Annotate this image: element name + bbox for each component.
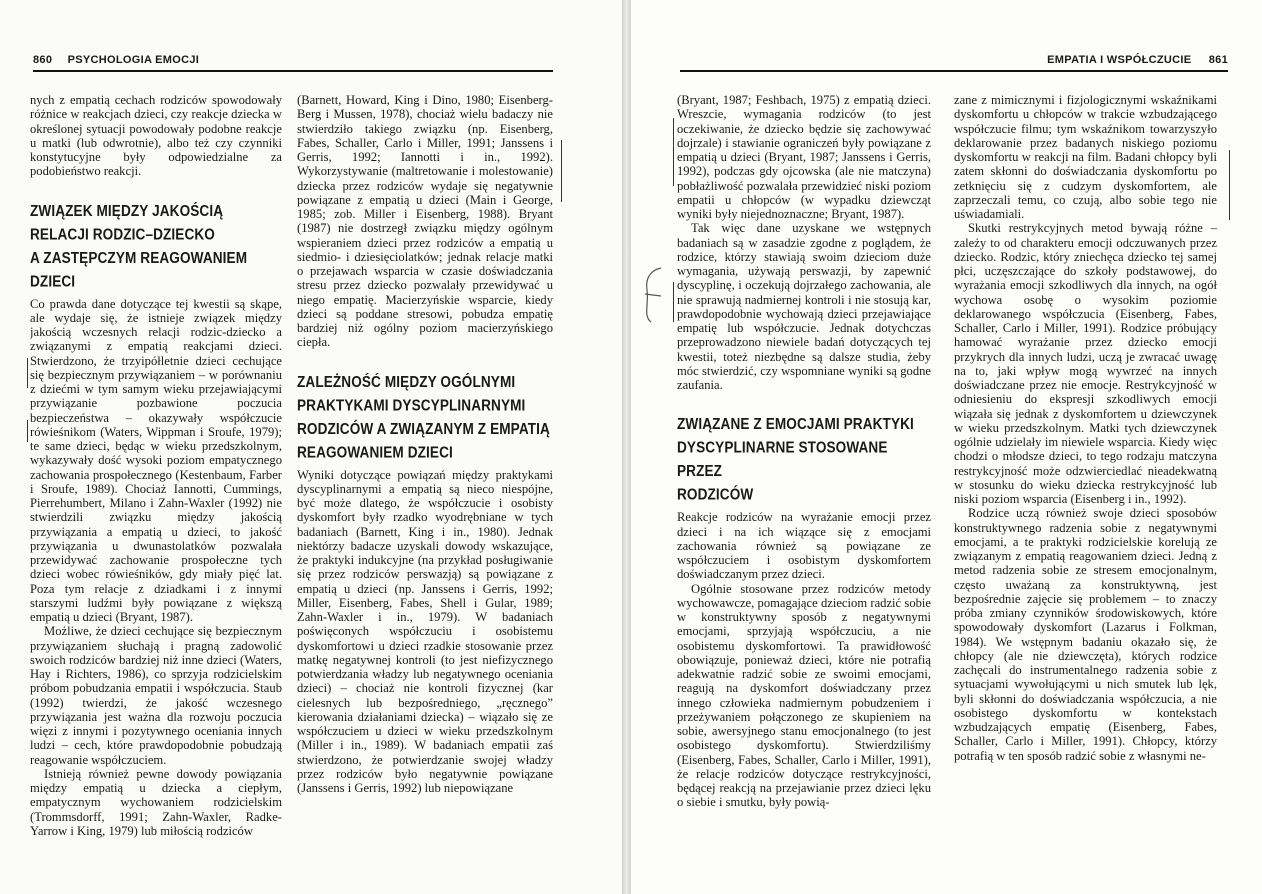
left-header-rule [33, 70, 553, 72]
heading-line: RODZICÓW [677, 486, 754, 503]
right-header-rule [680, 70, 1228, 72]
right-running-head: EMPATIA I WSPÓŁCZUCIE [1047, 54, 1192, 66]
paragraph: Wyniki dotyczące powiązań między praktykami dyscyplinarnymi a empatią są nieco niespójne, być może dlatego, że współczucie i osobisty dyskomfort były rzadko wyodrębniane w tych badaniach (Barnett, King i in., 1980). Jednak niektórzy badacze uzyskali dowody wskazujące, że praktyki indukcyjne (na przykład posługiwanie się przez rodziców perswazją) są powiązane z empatią u dzieci (np. Janssens i Gerris, 1992; Miller, Eisenberg, Fabes, Shell i Gular, 1989; Zahn-Waxler i in., 1979). W badaniach poświęconych współczuciu i osobistemu dyskomfortowi u dzieci rzadkie stosowanie przez matkę negatywnej kontroli (to jest niefizycznego potwierdzania władzy lub negatywnego oceniania dzieci) – chociaż nie kontroli fizycznej (kar cielesnych lub bezpośredniego, „ręcznego” kierowania działaniami dziecka) – wiązało się ze współczuciem u dzieci w wieku przedszkolnym (Miller i in., 1989). W badaniach empatii zaś stwierdzono, że potwierdzanie swojej władzy przez rodziców było negatywnie powiązane (Janssens i Gerris, 1992) lub niepowiązane [297, 467, 553, 795]
paragraph: Co prawda dane dotyczące tej kwestii są skąpe, ale wydaje się, że istnieje związek między jakością wczesnych relacji rodzic-dziecko a związanymi z empatią reakcjami dzieci. Stwierdzono, że trzyipółletnie dzieci cechujące się bezpiecznym przywiązaniem – w porównaniu z dziećmi w tym samym wieku przejawiającymi przywiązanie pozbawione poczucia bezpieczeństwa – okazywały współczucie rówieśnikom (Waters, Wippman i Sroufe, 1979); te same dzieci, będąc w wieku przedszkolnym, wykazywały dość wysoki poziom empatycznego zachowania prospołecznego (Kestenbaum, Farber i Sroufe, 1989). Chociaż Iannotti, Cummings, Pierrehumbert, Milano i Zahn-Waxler (1992) nie stwierdzili związku między jakością przywiązania a empatią u dzieci, to jakość przywiązania u dwunastolatków pozwalała przewidywać zachowanie prospołeczne tych dzieci wobec rówieśników, gdy miały pięć lat. Poza tym relacje z dziadkami i z innymi starszymi ludźmi były powiązane z większą empatią u dzieci (Bryant, 1987). [30, 296, 282, 624]
heading-line: ZALEŻNOŚĆ MIĘDZY OGÓLNYMI [297, 372, 516, 390]
paragraph: Tak więc dane uzyskane we wstępnych badaniach są w zasadzie zgodne z poglądem, że rodzice, którzy stawiają swoim dzieciom duże wymagania, używają perswazji, by zapewnić dyscyplinę, i oczekują dojrzałego zachowania, ale nie sprawują nadmiernej kontroli i nie stosują kar, prawdopodobnie wychowają dzieci przejawiające empatię lub współczucie. Jednak dotychczas przeprowadzono niewiele badań dotyczących tej kwestii, toteż niezbędne są dalsze studia, żeby móc stwierdzić, czy wspomniane wyniki są godne zaufania. [677, 221, 931, 392]
margin-pencil-mark [561, 140, 562, 202]
heading-line: ZWIĄZANE Z EMOCJAMI PRAKTYKI [677, 415, 914, 433]
margin-pencil-mark [1229, 150, 1230, 220]
paragraph: Rodzice uczą również swoje dzieci sposobów konstruktywnego radzenia sobie z negatywnymi emocjami, a te praktyki rodzicielskie korelują ze związanym z empatią reagowaniem dzieci. Jedną z metod radzenia sobie ze stresem emocjonalnym, często uważaną za konstruktywną, jest bezpośrednie zajęcie się problemem – to znaczy próba zmiany czynników środowiskowych, które spowodowały dyskomfort (Lazarus i Folkman, 1984). We wstępnym badaniu okazało się, że chłopcy (ale nie dziewczęta), których rodzice zachęcali do instrumentalnego radzenia sobie z sytuacjami wywołującymi u nich smutek lub lęk, byli skłonni do doświadczania współczucia, a nie osobistego dyskomfortu w kontekstach wzbudzających empatię (Eisenberg, Fabes, Schaller, Carlo i Miller, 1991). Chłopcy, którzy potrafią w ten sposób radzić sobie z własnymi ne- [954, 506, 1217, 763]
right-page [631, 0, 1262, 894]
paragraph: (Barnett, Howard, King i Dino, 1980; Eisenberg-Berg i Mussen, 1978), chociaż wielu badaczy nie stwierdziło takiego związku (np. Eisenberg, Fabes, Schaller, Carlo i Miller, 1991; Janssens i Gerris, 1992; Iannotti i in., 1992). Wykorzystywanie (maltretowanie i molestowanie) dziecka przez rodziców wydaje się negatywnie powiązane z empatią u dzieci (Main i George, 1985; zob. Miller i Eisenberg, 1988). Bryant (1987) nie dostrzegł związku między ogólnym wspieraniem dzieci przez rodziców a empatią u siedmio- i dziesięciolatków; jednak relacje matki o przejawach wsparcia w czasie doświadczania stresu przez dziecko pozwalały przewidywać u niego empatię. Macierzyńskie wsparcie, kiedy dzieci są poddane stresowi, pobudza empatię bardziej niż ogólny poziom macierzyńskiego ciepła. [297, 93, 553, 350]
paragraph: Ogólnie stosowane przez rodziców metody wychowawcze, pomagające dzieciom radzić sobie w konstruktywny sposób z negatywnymi emocjami, sprzyjają współczuciu, a nie osobistemu dyskomfortowi. Ta prawidłowość obowiązuje, ponieważ dzieci, które nie potrafią adekwatnie radzić sobie ze swoimi emocjami, reagują na dyskomfort doświadczany przez innego człowieka nadmiernym pobudzeniem i przeżywaniem połączonego ze skupieniem na sobie, awersyjnego stanu emocjonalnego (to jest osobistego dyskomfortu). Stwierdziliśmy (Eisenberg, Fabes, Schaller, Carlo i Miller, 1991), że relacje rodziców dotyczące restrykcyjności, będącej reakcją na przejawianie przez dzieci lęku o siebie i smutku, były powią- [677, 581, 931, 810]
paragraph: Możliwe, że dzieci cechujące się bezpiecznym przywiązaniem słuchają i pragną zadowolić swoich rodziców bardziej niż inne dzieci (Waters, Hay i Richters, 1986), co sprzyja rodzicielskim próbom pobudzania empatii i współczucia. Staub (1992) twierdzi, że jakość wczesnego przywiązania jest ważna dla rozwoju poczucia więzi z innymi i pozytywnego oceniania innych ludzi – cech, które prawdopodobnie pobudzają reagowanie współczuciem. [30, 624, 282, 767]
paragraph: Reakcje rodziców na wyrażanie emocji przez dzieci i na ich wiązące się z emocjami zachowania również są powiązane ze współczuciem i osobistym dyskomfortem doświadczanym przez dzieci. [677, 510, 931, 582]
section-heading-emotion-practices [677, 412, 931, 506]
heading-line: RELACJI RODZIC–DZIECKO [30, 225, 215, 243]
paragraph: Skutki restrykcyjnych metod bywają różne – zależy to od charakteru emocji odczuwanych przez dziecko. Rodzic, który zniechęca dziecko tej samej płci, uczęszczające do szkoły podstawowej, do wyrażania emocji szkodliwych dla innych, na ogół wychowa osobę o wysokim poziomie deklarowanego współczucia (Eisenberg, Fabes, Schaller, Carlo i Miller, 1991). Rodzice próbujący hamować wyrażanie przez dziecko emocji przykrych dla innych ludzi, uczą je zwracać uwagę na to, jaki wpływ mogą wywrzeć na innych doświadczane przez nie emocje. Restrykcyjność w odniesieniu do ekspresji szkodliwych emocji wiązała się jednak z dyskomfortem u dziewczynek w wieku przedszkolnym. Matki tych dziewczynek ogólnie udzielały im niewiele wsparcia. Kiedy więc chodzi o młodsze dzieci, to tego rodzaju matczyna restrykcyjność może odzwierciedlać nieadekwatną w stosunku do wieku dziecka restrykcyjność lub niski poziom wsparcia (Eisenberg i in., 1992). [954, 221, 1217, 506]
book-gutter [622, 0, 631, 894]
heading-line: RODZICÓW A ZWIĄZANYM Z EMPATIĄ [297, 419, 550, 437]
margin-pencil-mark [673, 118, 674, 186]
right-page-header [1047, 54, 1228, 66]
margin-pencil-mark [27, 358, 28, 388]
right-column-2 [954, 93, 1217, 873]
paragraph: nych z empatią cechach rodziców spowodowały różnice w reakcjach dzieci, czy reakcje dziecka w określonej sytuacji powodowały podobne reakcje u matki (lub odwrotnie), albo też czy czynniki konstytucyjne były odpowiedzialne za podobieństwo reakcji. [30, 93, 282, 179]
heading-line: ZWIĄZEK MIĘDZY JAKOŚCIĄ [30, 201, 224, 219]
heading-line: REAGOWANIEM DZIECI [297, 443, 453, 461]
margin-pencil-mark [673, 282, 674, 322]
heading-line: PRAKTYKAMI DYSCYPLINARNYMI [297, 396, 526, 414]
heading-line: DYSCYPLINARNE STOSOWANE PRZEZ [677, 439, 888, 480]
right-column-1 [677, 93, 931, 873]
paragraph: Istnieją również pewne dowody powiązania między empatią u dziecka a ciepłym, empatycznym wychowaniem rodzicielskim (Trommsdorff, 1991; Zahn-Waxler, Radke-Yarrow i King, 1979) lub miłością rodziców [30, 766, 282, 838]
left-running-head: PSYCHOLOGIA EMOCJI [67, 54, 200, 66]
left-page [0, 0, 622, 894]
right-page-number: 861 [1208, 54, 1228, 66]
left-column-2 [297, 93, 553, 873]
margin-handwritten-mark [631, 260, 671, 330]
left-page-header [33, 54, 199, 66]
margin-pencil-mark [27, 420, 28, 442]
paragraph: (Bryant, 1987; Feshbach, 1975) z empatią dzieci. Wreszcie, wymagania rodziców (to jest oczekiwanie, że dziecko będzie się zachowywać dojrzale) i stawianie ograniczeń były powiązane z empatią u dzieci (Bryant, 1987; Janssens i Gerris, 1992), podczas gdy ojcowska (ale nie matczyna) pobłażliwość pozwalała przewidzieć niski poziom empatii u chłopców (w wypadku dziewcząt wyniki były niejednoznaczne; Bryant, 1987). [677, 93, 931, 221]
heading-line: A ZASTĘPCZYM REAGOWANIEM DZIECI [30, 248, 248, 290]
section-heading-discipline [297, 370, 553, 464]
left-column-1 [30, 93, 282, 873]
paragraph: zane z mimicznymi i fizjologicznymi wskaźnikami dyskomfortu u chłopców w trakcie wzbudzającego współczucie filmu; tym wskaźnikom towarzyszyło deklarowanie przez badanych niskiego poziomu dyskomfortu w reakcji na film. Badani chłopcy byli zatem skłonni do doświadczania dyskomfortu po zetknięciu się z cudzym dyskomfortem, ale zaprzeczali temu, co czują, albo sobie tego nie uświadamiali. [954, 93, 1217, 221]
left-page-number: 860 [33, 54, 53, 66]
section-heading-attachment [30, 199, 282, 293]
